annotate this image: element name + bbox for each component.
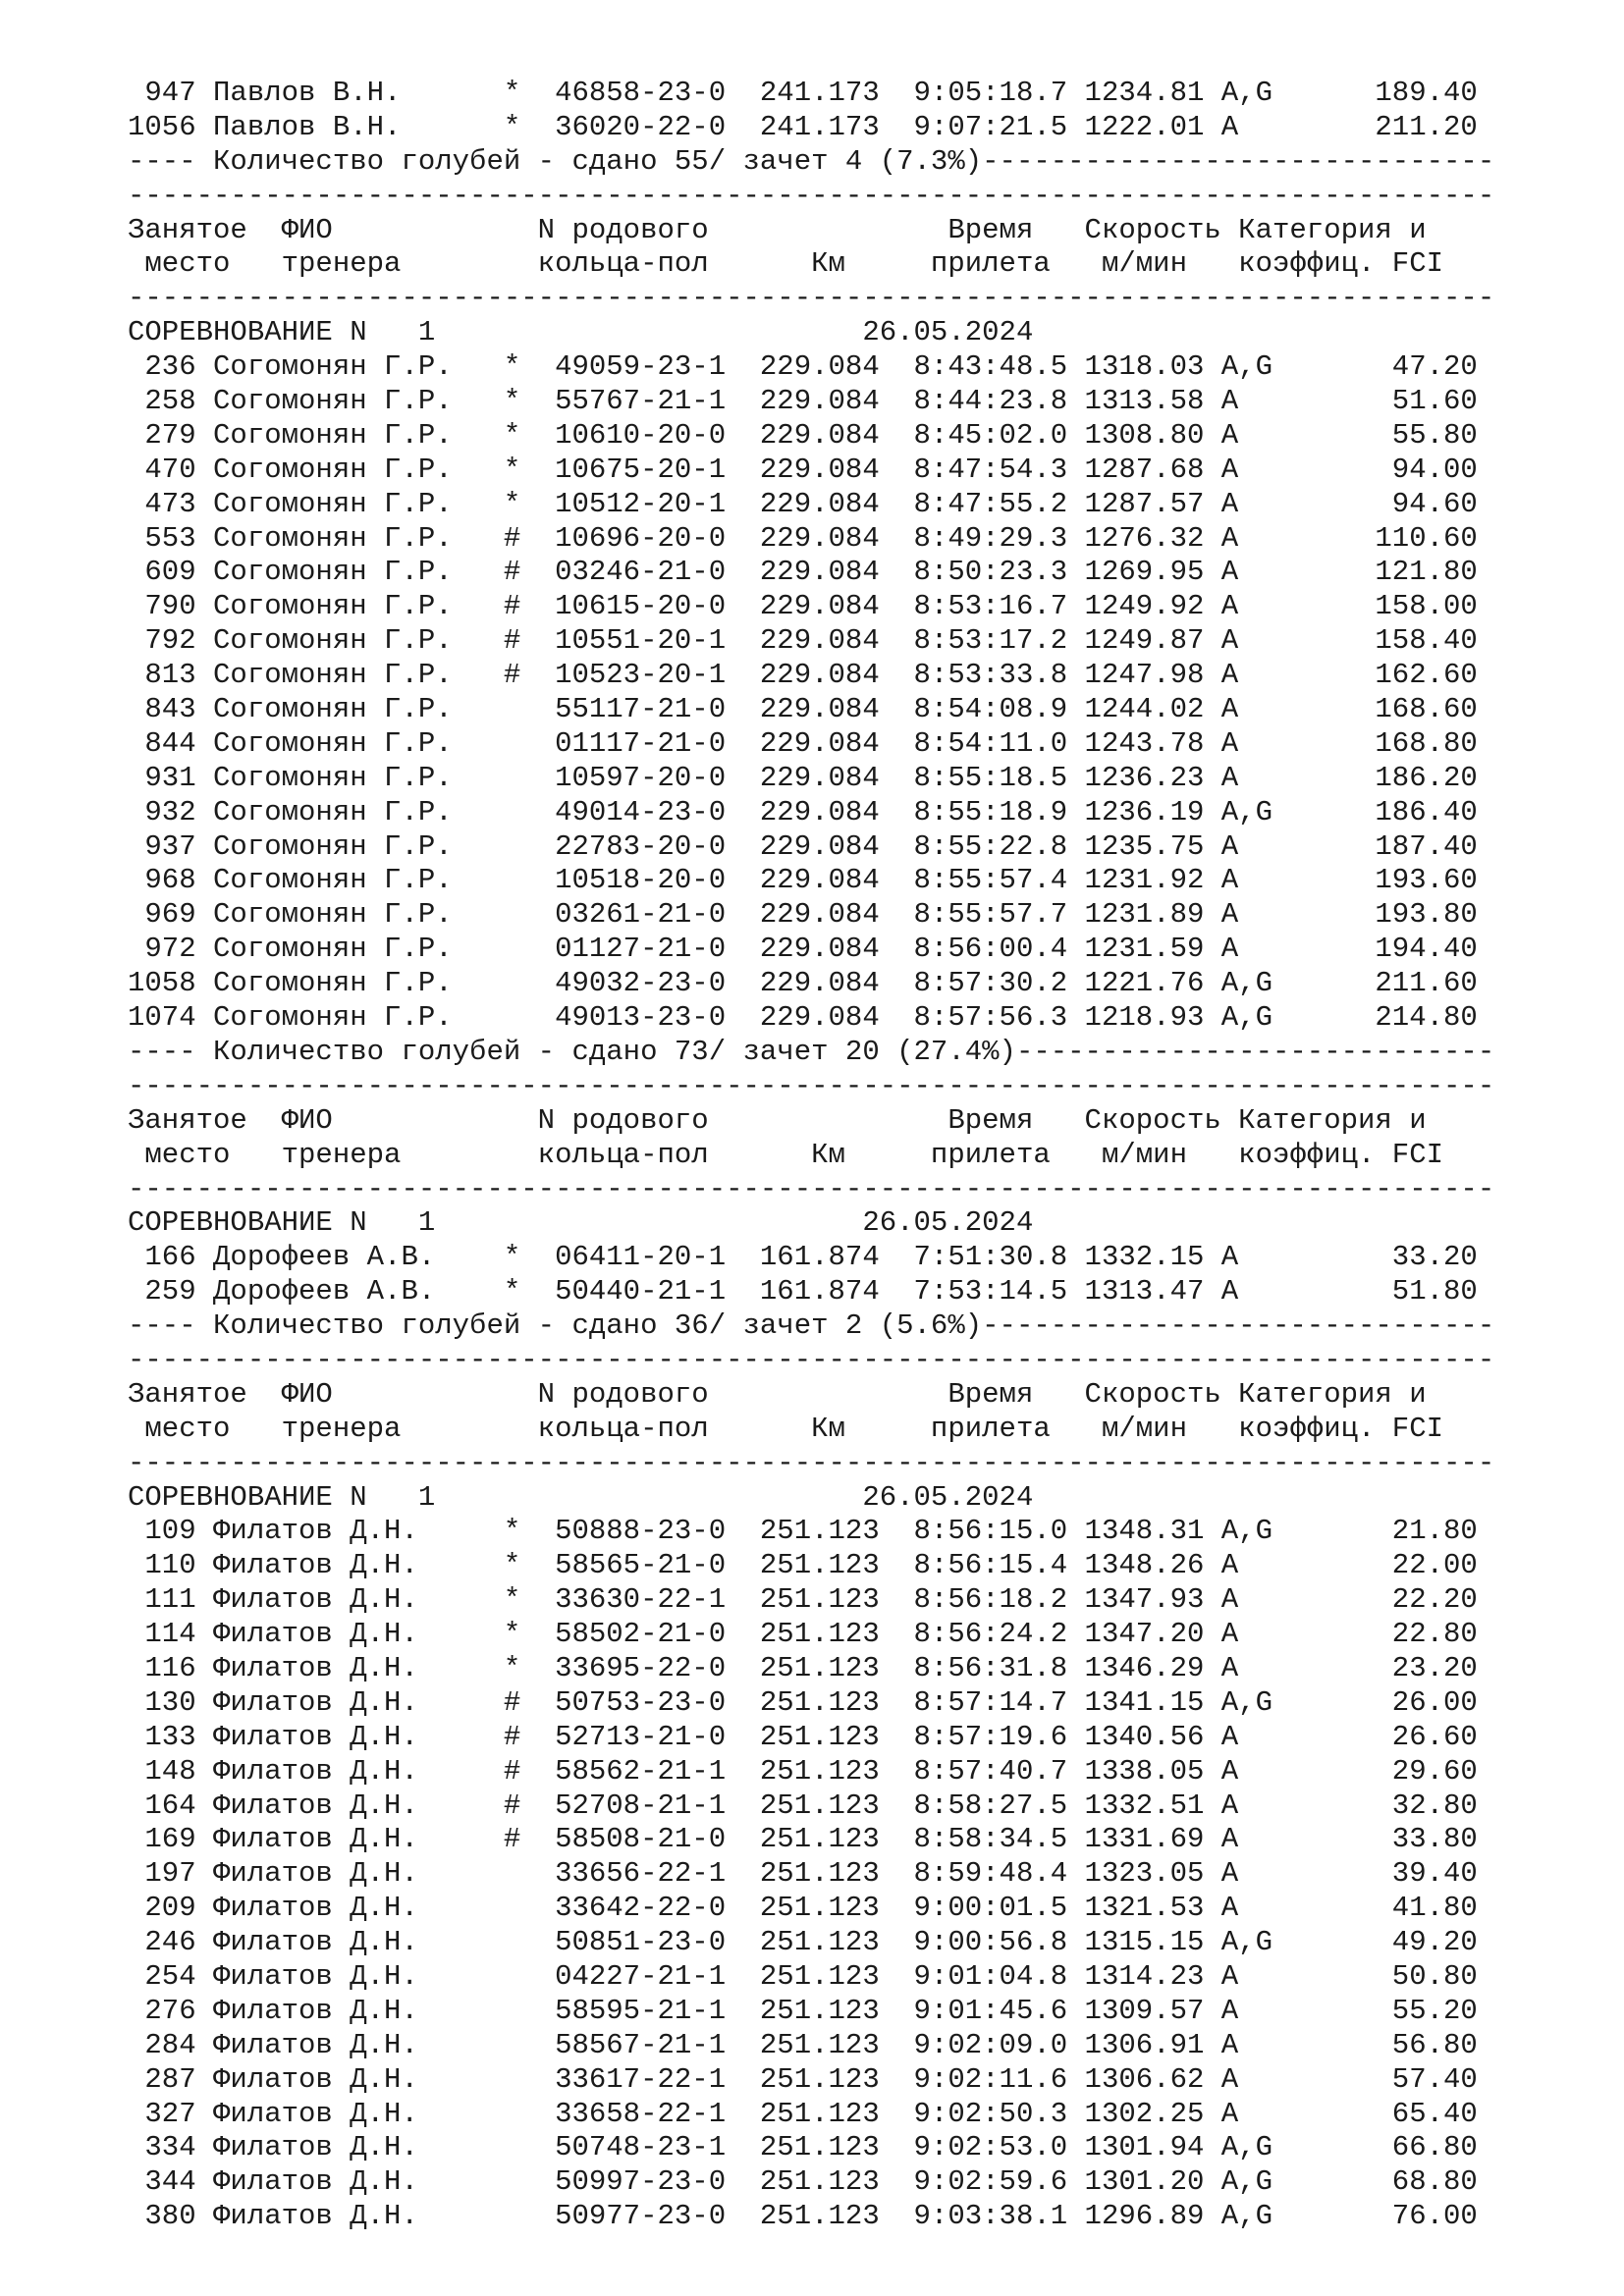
result-row: 284 Филатов Д.Н. 58567-21-1 251.123 9:02:09.0 1306.91 A 56.80	[128, 2028, 1478, 2061]
summary-line: ---- Количество голубей - сдано 55/ зачет 4 (7.3%)------------------------------	[128, 144, 1495, 178]
separator-line: --------------------------------------------------------------------------------	[128, 282, 1495, 315]
result-row: 609 Согомонян Г.Р. # 03246-21-0 229.084 8:50:23.3 1269.95 A 121.80	[128, 556, 1478, 589]
separator-line: --------------------------------------------------------------------------------	[128, 1446, 1495, 1479]
result-row: 790 Согомонян Г.Р. # 10615-20-0 229.084 8:53:16.7 1249.92 A 158.00	[128, 590, 1478, 623]
result-row: 813 Согомонян Г.Р. # 10523-20-1 229.084 8:53:33.8 1247.98 A 162.60	[128, 659, 1478, 692]
column-header: место тренера кольца-пол Км прилета м/мин коэффиц. FCI	[128, 1412, 1444, 1445]
result-row: 116 Филатов Д.Н. * 33695-22-0 251.123 8:56:31.8 1346.29 A 23.20	[128, 1651, 1478, 1684]
result-row: 344 Филатов Д.Н. 50997-23-0 251.123 9:02:59.6 1301.20 A,G 68.80	[128, 2165, 1478, 2199]
result-row: 1058 Согомонян Г.Р. 49032-23-0 229.084 8:57:30.2 1221.76 A,G 211.60	[128, 967, 1478, 1000]
column-header: Занятое ФИО N родового Время Скорость Категория и	[128, 1103, 1427, 1137]
column-header: Занятое ФИО N родового Время Скорость Категория и	[128, 213, 1427, 246]
column-header: место тренера кольца-пол Км прилета м/мин коэффиц. FCI	[128, 247, 1444, 281]
result-row: 1074 Согомонян Г.Р. 49013-23-0 229.084 8:57:56.3 1218.93 A,G 214.80	[128, 1001, 1478, 1035]
separator-line: --------------------------------------------------------------------------------	[128, 179, 1495, 212]
result-row: 109 Филатов Д.Н. * 50888-23-0 251.123 8:56:15.0 1348.31 A,G 21.80	[128, 1515, 1478, 1548]
result-row: 968 Согомонян Г.Р. 10518-20-0 229.084 8:55:57.4 1231.92 A 193.60	[128, 864, 1478, 897]
result-row: 932 Согомонян Г.Р. 49014-23-0 229.084 8:55:18.9 1236.19 A,G 186.40	[128, 795, 1478, 828]
result-row: 254 Филатов Д.Н. 04227-21-1 251.123 9:01:04.8 1314.23 A 50.80	[128, 1959, 1478, 1993]
result-row: 130 Филатов Д.Н. # 50753-23-0 251.123 8:57:14.7 1341.15 A,G 26.00	[128, 1685, 1478, 1719]
result-row: 164 Филатов Д.Н. # 52708-21-1 251.123 8:58:27.5 1332.51 A 32.80	[128, 1789, 1478, 1822]
separator-line: --------------------------------------------------------------------------------	[128, 1172, 1495, 1205]
competition-heading: СОРЕВНОВАНИЕ N 1 26.05.2024	[128, 1480, 1034, 1514]
separator-line: --------------------------------------------------------------------------------	[128, 1069, 1495, 1102]
separator-line: --------------------------------------------------------------------------------	[128, 1343, 1495, 1376]
result-row: 209 Филатов Д.Н. 33642-22-0 251.123 9:00:01.5 1321.53 A 41.80	[128, 1892, 1478, 1925]
result-row: 334 Филатов Д.Н. 50748-23-1 251.123 9:02:53.0 1301.94 A,G 66.80	[128, 2131, 1478, 2164]
result-row: 166 Дорофеев А.В. * 06411-20-1 161.874 7:51:30.8 1332.15 A 33.20	[128, 1241, 1478, 1274]
result-row: 843 Согомонян Г.Р. 55117-21-0 229.084 8:54:08.9 1244.02 A 168.60	[128, 693, 1478, 726]
result-row: 110 Филатов Д.Н. * 58565-21-0 251.123 8:56:15.4 1348.26 A 22.00	[128, 1549, 1478, 1582]
result-row: 327 Филатов Д.Н. 33658-22-1 251.123 9:02:50.3 1302.25 A 65.40	[128, 2097, 1478, 2130]
result-row: 380 Филатов Д.Н. 50977-23-0 251.123 9:03:38.1 1296.89 A,G 76.00	[128, 2200, 1478, 2233]
result-row: 287 Филатов Д.Н. 33617-22-1 251.123 9:02:11.6 1306.62 A 57.40	[128, 2062, 1478, 2096]
column-header: Занятое ФИО N родового Время Скорость Категория и	[128, 1377, 1427, 1411]
result-row: 972 Согомонян Г.Р. 01127-21-0 229.084 8:56:00.4 1231.59 A 194.40	[128, 933, 1478, 966]
result-row: 133 Филатов Д.Н. # 52713-21-0 251.123 8:57:19.6 1340.56 A 26.60	[128, 1720, 1478, 1753]
result-row: 258 Согомонян Г.Р. * 55767-21-1 229.084 8:44:23.8 1313.58 A 51.60	[128, 385, 1478, 418]
results-printout	[128, 77, 1494, 2234]
result-row: 969 Согомонян Г.Р. 03261-21-0 229.084 8:55:57.7 1231.89 A 193.80	[128, 898, 1478, 932]
result-row: 1056 Павлов В.Н. * 36020-22-0 241.173 9:07:21.5 1222.01 A 211.20	[128, 110, 1478, 143]
result-row: 148 Филатов Д.Н. # 58562-21-1 251.123 8:57:40.7 1338.05 A 29.60	[128, 1754, 1478, 1788]
summary-line: ---- Количество голубей - сдано 36/ зачет 2 (5.6%)------------------------------	[128, 1309, 1495, 1343]
result-row: 114 Филатов Д.Н. * 58502-21-0 251.123 8:56:24.2 1347.20 A 22.80	[128, 1618, 1478, 1651]
result-row: 246 Филатов Д.Н. 50851-23-0 251.123 9:00:56.8 1315.15 A,G 49.20	[128, 1926, 1478, 1959]
result-row: 279 Согомонян Г.Р. * 10610-20-0 229.084 8:45:02.0 1308.80 A 55.80	[128, 418, 1478, 452]
result-row: 236 Согомонян Г.Р. * 49059-23-1 229.084 8:43:48.5 1318.03 A,G 47.20	[128, 350, 1478, 384]
result-row: 473 Согомонян Г.Р. * 10512-20-1 229.084 8:47:55.2 1287.57 A 94.60	[128, 487, 1478, 520]
result-row: 792 Согомонян Г.Р. # 10551-20-1 229.084 8:53:17.2 1249.87 A 158.40	[128, 624, 1478, 658]
result-row: 937 Согомонян Г.Р. 22783-20-0 229.084 8:55:22.8 1235.75 A 187.40	[128, 829, 1478, 863]
result-row: 844 Согомонян Г.Р. 01117-21-0 229.084 8:54:11.0 1243.78 A 168.80	[128, 726, 1478, 760]
result-row: 259 Дорофеев А.В. * 50440-21-1 161.874 7:53:14.5 1313.47 A 51.80	[128, 1275, 1478, 1308]
result-row: 276 Филатов Д.Н. 58595-21-1 251.123 9:01:45.6 1309.57 A 55.20	[128, 1994, 1478, 2027]
result-row: 169 Филатов Д.Н. # 58508-21-0 251.123 8:58:34.5 1331.69 A 33.80	[128, 1823, 1478, 1856]
column-header: место тренера кольца-пол Км прилета м/мин коэффиц. FCI	[128, 1138, 1444, 1171]
result-row: 931 Согомонян Г.Р. 10597-20-0 229.084 8:55:18.5 1236.23 A 186.20	[128, 761, 1478, 794]
result-row: 470 Согомонян Г.Р. * 10675-20-1 229.084 8:47:54.3 1287.68 A 94.00	[128, 453, 1478, 486]
result-row: 111 Филатов Д.Н. * 33630-22-1 251.123 8:56:18.2 1347.93 A 22.20	[128, 1583, 1478, 1617]
competition-heading: СОРЕВНОВАНИЕ N 1 26.05.2024	[128, 1206, 1034, 1240]
result-row: 197 Филатов Д.Н. 33656-22-1 251.123 8:59:48.4 1323.05 A 39.40	[128, 1857, 1478, 1891]
result-row: 947 Павлов В.Н. * 46858-23-0 241.173 9:05:18.7 1234.81 A,G 189.40	[128, 77, 1478, 109]
result-row: 553 Согомонян Г.Р. # 10696-20-0 229.084 8:49:29.3 1276.32 A 110.60	[128, 521, 1478, 555]
competition-heading: СОРЕВНОВАНИЕ N 1 26.05.2024	[128, 316, 1034, 349]
summary-line: ---- Количество голубей - сдано 73/ зачет 20 (27.4%)----------------------------	[128, 1035, 1495, 1068]
